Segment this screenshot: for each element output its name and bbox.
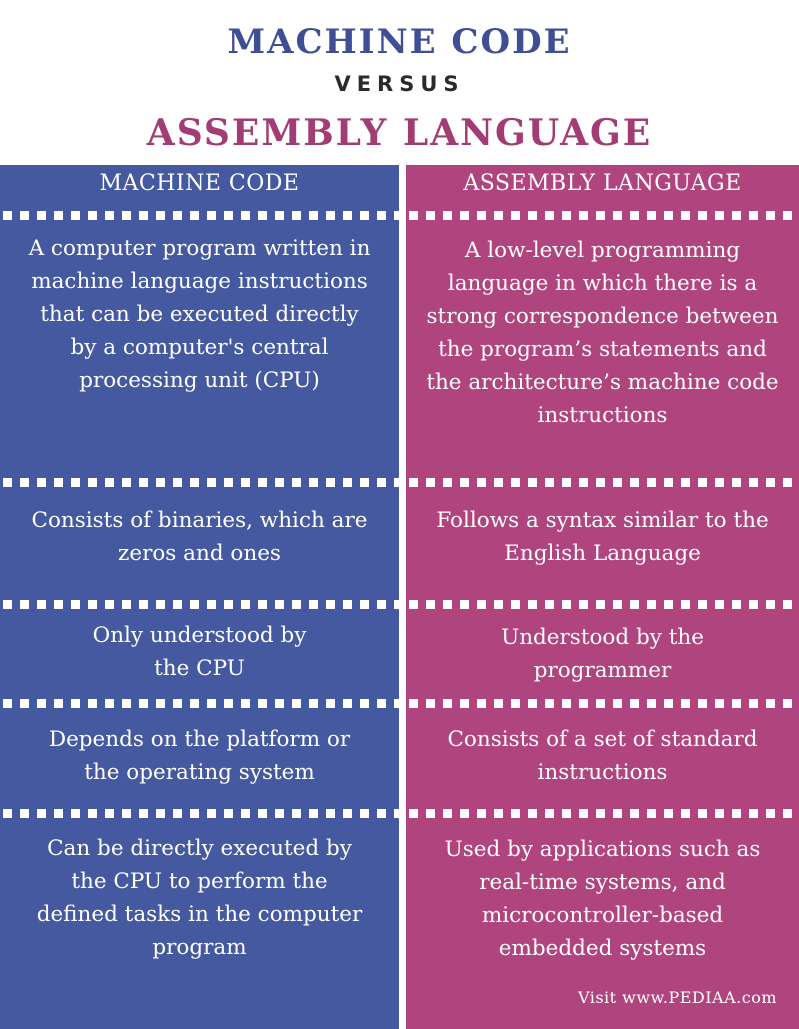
divider (406, 600, 799, 609)
machine-code-row-5: Can be directly executed by the CPU to perform the defined tasks in the computer program (36, 836, 363, 960)
machine-code-row-1: A computer program written in machine language instructions that can be executed directly by a computer's central processing unit (CPU) (28, 236, 371, 393)
machine-code-header: MACHINE CODE (99, 171, 300, 196)
machine-code-row-4: Depends on the platform or the operating system (48, 727, 351, 785)
assembly-language-row-2: Follows a syntax similar to the English Language (436, 508, 769, 566)
title-assembly-language: ASSEMBLY LANGUAGE (146, 112, 653, 154)
divider (0, 211, 399, 220)
divider (0, 478, 399, 487)
assembly-language-row-3: Understood by the programmer (501, 625, 704, 683)
title-versus: VERSUS (334, 72, 465, 96)
machine-code-column (0, 165, 399, 1029)
divider (406, 809, 799, 818)
assembly-language-row-1: A low-level programming language in which there is a strong correspondence between the program’s statements and the architecture’s machine code instructions (426, 238, 779, 428)
assembly-language-column (406, 165, 799, 1029)
assembly-language-row-4: Consists of a set of standard instructions (447, 727, 758, 785)
title-machine-code: MACHINE CODE (227, 22, 572, 62)
divider (0, 699, 399, 708)
divider (0, 809, 399, 818)
assembly-language-row-5: Used by applications such as real-time systems, and microcontroller-based embedded systems (444, 837, 761, 961)
divider (406, 211, 799, 220)
machine-code-row-3: Only understood by the CPU (92, 623, 307, 681)
divider (406, 699, 799, 708)
title-block (0, 0, 799, 165)
assembly-language-header: ASSEMBLY LANGUAGE (463, 171, 742, 196)
divider (406, 478, 799, 487)
machine-code-row-2: Consists of binaries, which are zeros and ones (31, 508, 368, 566)
footer-credit: Visit www.PEDIAA.com (577, 988, 777, 1007)
divider (0, 600, 399, 609)
